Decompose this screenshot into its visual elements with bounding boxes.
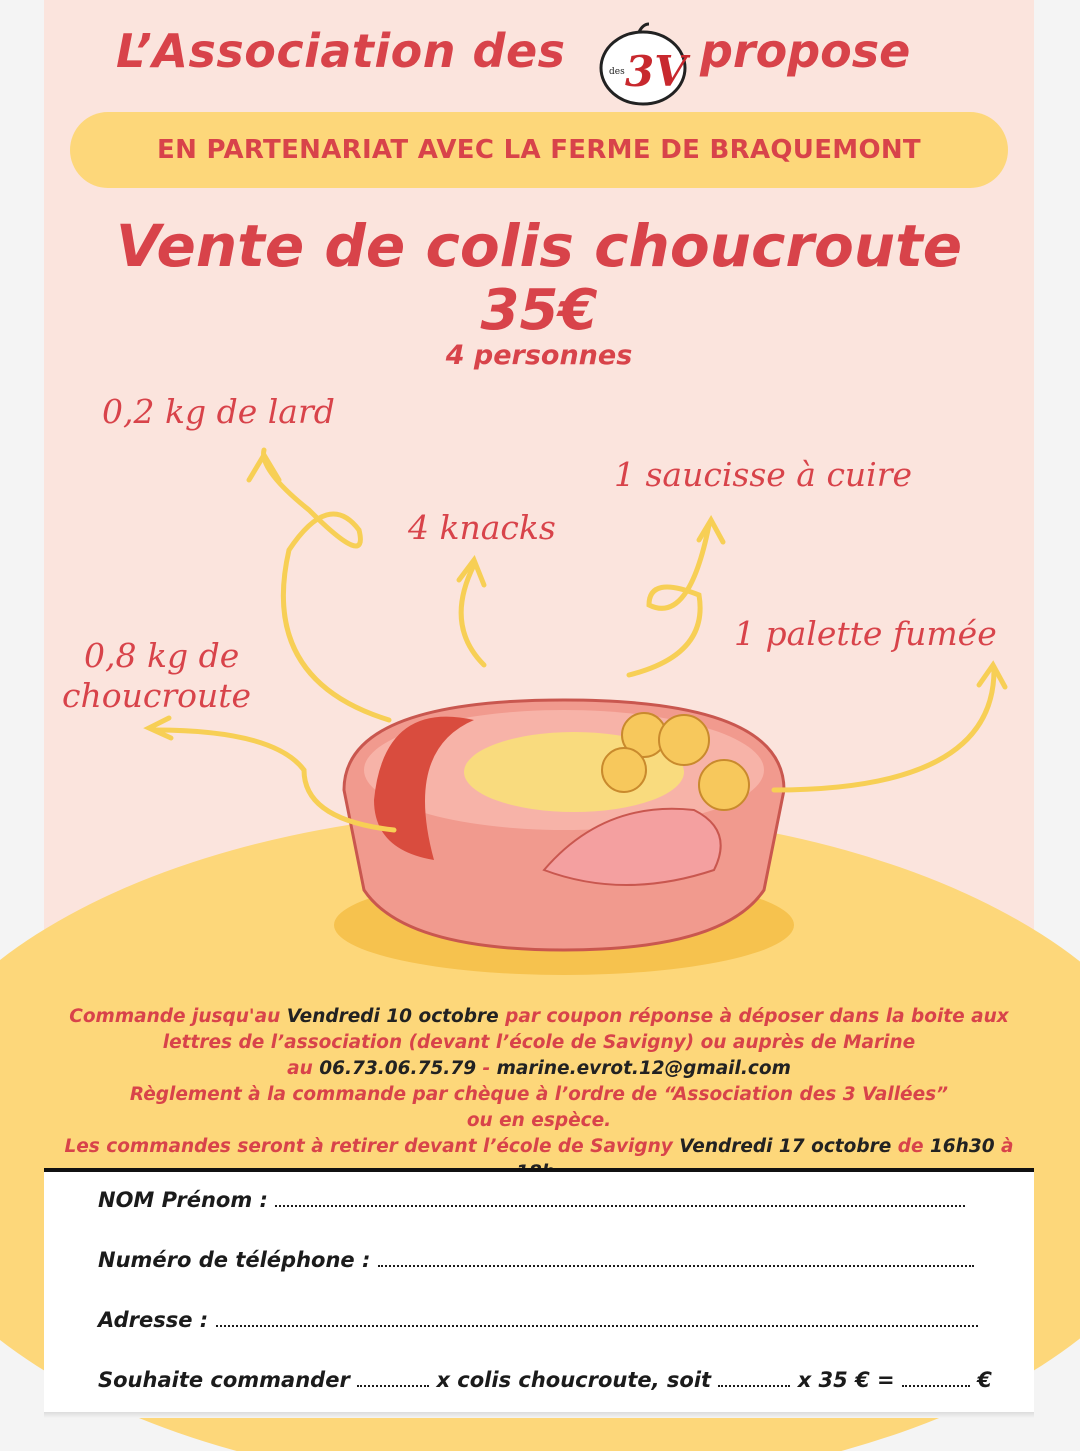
phone-field[interactable]: Numéro de téléphone : bbox=[98, 1248, 974, 1272]
quantity-input-line[interactable] bbox=[357, 1371, 429, 1387]
arrow-saucisse bbox=[629, 525, 709, 675]
choucroute-dish-icon bbox=[344, 700, 784, 950]
ingredient-choucroute-line2: choucroute bbox=[62, 676, 252, 715]
order-info bbox=[44, 1004, 1034, 1186]
ingredient-knacks: 4 knacks bbox=[408, 508, 556, 547]
header-title-right: propose bbox=[700, 24, 911, 78]
ingredient-palette: 1 palette fumée bbox=[734, 614, 997, 653]
order-line-3: au 06.73.06.75.79 - marine.evrot.12@gmail.com bbox=[287, 1058, 791, 1079]
quantity-repeat-input-line[interactable] bbox=[718, 1371, 790, 1387]
order-line-4: Règlement à la commande par chèque à l’ordre de “Association des 3 Vallées” bbox=[129, 1084, 949, 1105]
ingredient-choucroute-line1: 0,8 kg de bbox=[84, 636, 240, 675]
contact-email: marine.evrot.12@gmail.com bbox=[496, 1058, 791, 1079]
total-input-line[interactable] bbox=[902, 1371, 970, 1387]
order-coupon bbox=[44, 1168, 1034, 1416]
arrow-saucisse-head bbox=[699, 520, 723, 542]
name-field[interactable]: NOM Prénom : bbox=[98, 1188, 965, 1212]
ingredient-saucisse: 1 saucisse à cuire bbox=[614, 455, 913, 494]
name-input-line[interactable] bbox=[275, 1191, 965, 1207]
poster bbox=[44, 0, 1034, 1168]
partner-banner-text: EN PARTENARIAT AVEC LA FERME DE BRAQUEMONT bbox=[157, 135, 921, 165]
header-title-left: L’Association des bbox=[116, 24, 566, 78]
offer-price: 35€ bbox=[480, 278, 598, 343]
arrow-palette bbox=[774, 670, 994, 790]
svg-text:3V: 3V bbox=[625, 47, 687, 96]
address-input-line[interactable] bbox=[216, 1311, 978, 1327]
offer-persons: 4 personnes bbox=[445, 340, 633, 371]
quantity-field[interactable]: Souhaite commander x colis choucroute, soit x 35 € = € bbox=[98, 1368, 992, 1392]
order-line-5: ou en espèce. bbox=[466, 1110, 612, 1131]
arrow-lard-head bbox=[249, 455, 279, 480]
offer-title: Vente de colis choucroute bbox=[115, 212, 963, 280]
phone-input-line[interactable] bbox=[378, 1251, 974, 1267]
coupon-shadow bbox=[44, 1412, 1034, 1418]
order-line-2: lettres de l’association (devant l’école de Savigny) ou auprès de Marine bbox=[162, 1032, 916, 1053]
arrow-lard bbox=[264, 450, 389, 720]
illustration bbox=[44, 0, 1034, 1168]
svg-text:des: des bbox=[609, 67, 625, 77]
order-line-6: Les commandes seront à retirer devant l’école de Savigny Vendredi 17 octobre de 16h30 à bbox=[64, 1136, 1014, 1157]
address-field[interactable]: Adresse : bbox=[98, 1308, 978, 1332]
order-line-1: Commande jusqu'au Vendredi 10 octobre par coupon réponse à déposer dans la boite aux bbox=[69, 1006, 1009, 1027]
contact-phone: 06.73.06.75.79 bbox=[319, 1058, 477, 1079]
ingredient-lard: 0,2 kg de lard bbox=[102, 392, 335, 431]
